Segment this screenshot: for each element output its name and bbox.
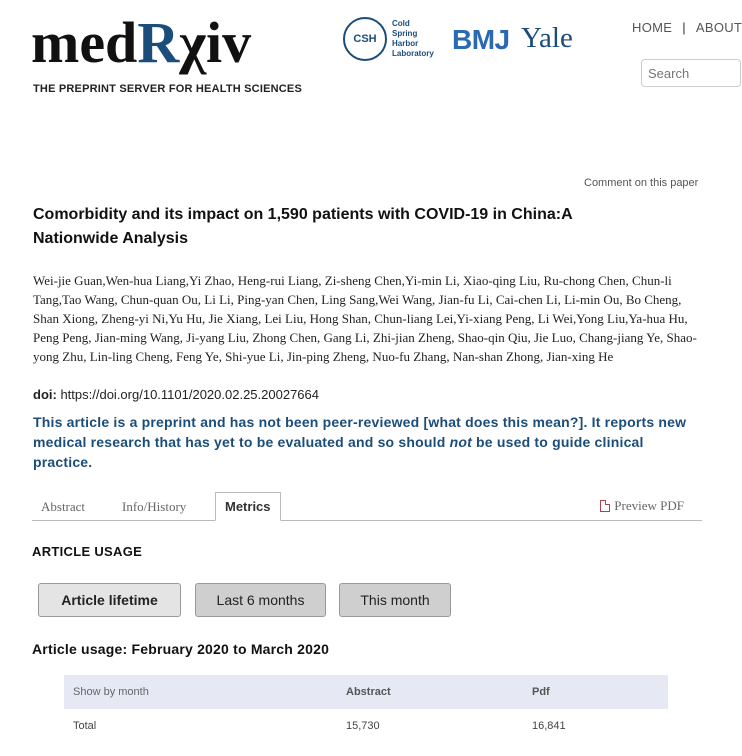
doi-link[interactable]: https://doi.org/10.1101/2020.02.25.20027664 xyxy=(60,387,319,402)
table-header xyxy=(64,675,668,709)
col-header-pdf: Pdf xyxy=(532,686,550,698)
top-nav xyxy=(632,20,742,35)
article-title: Comorbidity and its impact on 1,590 patients with COVID-19 in China:A Nationwide Analysis xyxy=(33,206,573,247)
preprint-notice: This article is a preprint and has not been peer-reviewed [what does this mean?]. It reports new medical research that has yet to be evaluated and so should not be used to guide clinical practice. xyxy=(33,414,687,470)
tab-info-history[interactable]: Info/History xyxy=(122,499,187,514)
pdf-icon xyxy=(600,500,610,512)
doi-label: doi: xyxy=(33,387,57,402)
doi xyxy=(33,387,319,402)
site-tagline: THE PREPRINT SERVER FOR HEALTH SCIENCES xyxy=(33,83,302,95)
table-row xyxy=(64,709,668,743)
bmj-logo[interactable]: BMJ xyxy=(452,24,510,55)
this-month-button[interactable]: This month xyxy=(339,583,451,617)
search-input[interactable] xyxy=(641,59,741,87)
nav-separator: | xyxy=(682,20,686,35)
medrxiv-logo[interactable] xyxy=(31,10,252,75)
article-tabs xyxy=(32,492,702,521)
nav-home-link[interactable]: HOME xyxy=(632,20,673,35)
cell-label: Total xyxy=(73,720,97,732)
col-header-abstract: Abstract xyxy=(346,686,391,698)
usage-table xyxy=(64,675,668,743)
nav-about-link[interactable]: ABOUT xyxy=(695,20,742,35)
article-usage-heading: ARTICLE USAGE xyxy=(32,544,143,559)
yale-logo[interactable]: Yale xyxy=(521,22,573,54)
logo-prefix: med xyxy=(31,10,138,75)
tab-metrics[interactable]: Metrics xyxy=(215,492,281,521)
csh-logo[interactable] xyxy=(343,17,434,61)
cell-pdf: 16,841 xyxy=(532,720,566,732)
csh-mark: CSH xyxy=(343,17,387,61)
author-list[interactable]: Wei-jie Guan,Wen-hua Liang,Yi Zhao, Heng-rui Liang, Zi-sheng Chen,Yi-min Li, Xiao-qing Liu, Ru-chong Chen, Chun-li Tang,Tao Wang, Chun-quan Ou, Li Li, Ping-yan Chen, Ling Sang,Wei Wang, Jian-fu Li, Cai-chen Li, Li-min Ou, Bo Cheng, Shan Xiong, Zheng-yi Ni,Yu Hu, Jie Xiang, Lei Liu, Hong Shan, Chun-liang Lei,Yi-xiang Peng, Li Wei,Yong Liu,Ya-hua Hu, Peng Peng, Jian-ming Wang, Ji-yang Liu, Zhong Chen, Gang Li, Zhi-jian Zheng, Shao-qin Qiu, Jie Luo, Chang-jiang Ye, Shao-yong Zhu, Lin-ling Cheng, Feng Ye, Shi-yue Li, Jin-ping Zheng, Nuo-fu Zhang, Nan-shan Zhong, Jian-xing He xyxy=(33,273,697,364)
logo-suffix: χiv xyxy=(179,10,252,75)
comment-link[interactable]: Comment on this paper xyxy=(584,177,699,189)
article-lifetime-button[interactable]: Article lifetime xyxy=(38,583,181,617)
notice-emphasis: not xyxy=(449,434,472,450)
tab-abstract[interactable]: Abstract xyxy=(41,499,86,514)
col-header-month[interactable]: Show by month xyxy=(73,686,149,698)
usage-range: Article usage: February 2020 to March 2020 xyxy=(32,641,330,657)
csh-name: Cold Spring Harbor Laboratory xyxy=(392,19,434,58)
preview-pdf-link[interactable] xyxy=(600,498,684,514)
last-6-months-button[interactable]: Last 6 months xyxy=(195,583,326,617)
logo-r: R xyxy=(137,10,180,75)
preview-pdf-label: Preview PDF xyxy=(614,498,684,513)
cell-abstract: 15,730 xyxy=(346,720,380,732)
